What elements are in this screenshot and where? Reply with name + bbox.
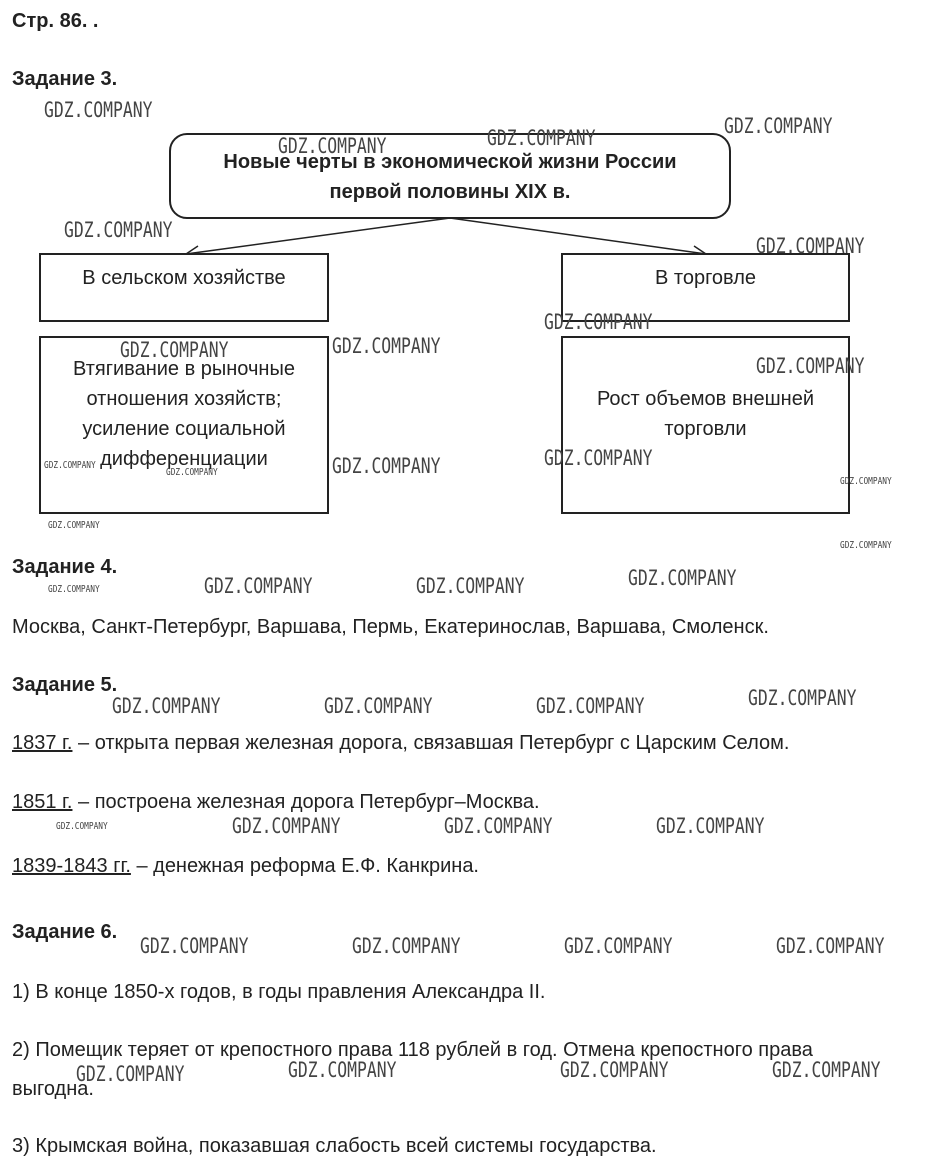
watermark: GDZ.COMPANY [112, 694, 221, 718]
top-box-line1: Новые черты в экономической жизни России [223, 151, 677, 173]
task4-answer: Москва, Санкт-Петербург, Варшава, Пермь, Екатеринослав, Варшава, Смоленск. [12, 616, 769, 638]
right-header-label: В торговле [654, 267, 756, 289]
watermark: GDZ.COMPANY [840, 540, 892, 551]
watermark: GDZ.COMPANY [278, 134, 387, 158]
watermark: GDZ.COMPANY [560, 1058, 669, 1082]
watermark: GDZ.COMPANY [324, 694, 433, 718]
left-body-line3: усиление социальной [82, 418, 286, 440]
left-body-line4: дифференциации [100, 448, 268, 470]
page-title: Стр. 86. . [12, 10, 99, 32]
task5-item [12, 732, 789, 755]
task6-answer-2: 2) Помещик теряет от крепостного права 118 рублей в год. Отмена крепостного права [12, 1039, 813, 1061]
watermark: GDZ.COMPANY [332, 454, 441, 478]
task5-date: 1839-1843 гг. [12, 855, 131, 877]
watermark: GDZ.COMPANY [544, 446, 653, 470]
task6-answer-2-cont: выгодна. [12, 1078, 94, 1100]
watermark: GDZ.COMPANY [76, 1062, 185, 1086]
task5-text: – денежная реформа Е.Ф. Канкрина. [130, 855, 479, 877]
arrow-right [450, 218, 706, 254]
watermark: GDZ.COMPANY [416, 574, 525, 598]
watermark: GDZ.COMPANY [536, 694, 645, 718]
watermark: GDZ.COMPANY [140, 934, 249, 958]
watermark: GDZ.COMPANY [48, 584, 100, 595]
task6-heading: Задание 6. [12, 921, 118, 943]
task5-item [12, 791, 540, 814]
watermark: GDZ.COMPANY [487, 126, 596, 150]
task5-date: 1837 г. [12, 732, 73, 754]
watermark: GDZ.COMPANY [544, 310, 653, 334]
watermark: GDZ.COMPANY [204, 574, 313, 598]
watermark: GDZ.COMPANY [756, 234, 865, 258]
watermark: GDZ.COMPANY [564, 934, 673, 958]
right-body-box [561, 336, 850, 514]
watermark: GDZ.COMPANY [232, 814, 341, 838]
watermark: GDZ.COMPANY [48, 520, 100, 531]
task5-text: – открыта первая железная дорога, связавшая Петербург с Царским Селом. [72, 732, 790, 754]
watermark: GDZ.COMPANY [444, 814, 553, 838]
watermark: GDZ.COMPANY [44, 98, 153, 122]
watermark: GDZ.COMPANY [748, 686, 857, 710]
task6-answer-1: 1) В конце 1850-х годов, в годы правления Александра II. [12, 981, 546, 1003]
watermark: GDZ.COMPANY [352, 934, 461, 958]
left-body-box [39, 336, 329, 514]
top-box-line2: первой половины XIX в. [329, 181, 571, 203]
right-body-line2: торговли [664, 418, 747, 440]
watermark: GDZ.COMPANY [656, 814, 765, 838]
left-header-label: В сельском хозяйстве [82, 267, 286, 289]
watermark: GDZ.COMPANY [56, 821, 108, 832]
watermark: GDZ.COMPANY [628, 566, 737, 590]
watermark: GDZ.COMPANY [756, 354, 865, 378]
right-header-box [561, 253, 850, 322]
task6-answer-3: 3) Крымская война, показавшая слабость всей системы государства. [12, 1135, 657, 1157]
watermark: GDZ.COMPANY [44, 460, 96, 471]
left-header-box [39, 253, 329, 322]
task3-heading: Задание 3. [12, 68, 118, 90]
watermark: GDZ.COMPANY [288, 1058, 397, 1082]
watermark: GDZ.COMPANY [332, 334, 441, 358]
task5-text: – построена железная дорога Петербург–Москва. [72, 791, 540, 813]
task5-item [12, 855, 479, 878]
watermark: GDZ.COMPANY [724, 114, 833, 138]
left-body-line2: отношения хозяйств; [86, 388, 282, 410]
task4-heading: Задание 4. [12, 556, 118, 578]
watermark: GDZ.COMPANY [64, 218, 173, 242]
watermark: GDZ.COMPANY [166, 467, 218, 478]
watermark: GDZ.COMPANY [776, 934, 885, 958]
arrow-left [186, 218, 450, 254]
watermark: GDZ.COMPANY [840, 476, 892, 487]
task5-heading: Задание 5. [12, 674, 118, 696]
watermark: GDZ.COMPANY [120, 338, 229, 362]
left-body-line1: Втягивание в рыночные [73, 358, 295, 380]
top-concept-box [169, 133, 731, 219]
task5-date: 1851 г. [12, 791, 73, 813]
right-body-line1: Рост объемов внешней [596, 388, 815, 410]
watermark: GDZ.COMPANY [772, 1058, 881, 1082]
